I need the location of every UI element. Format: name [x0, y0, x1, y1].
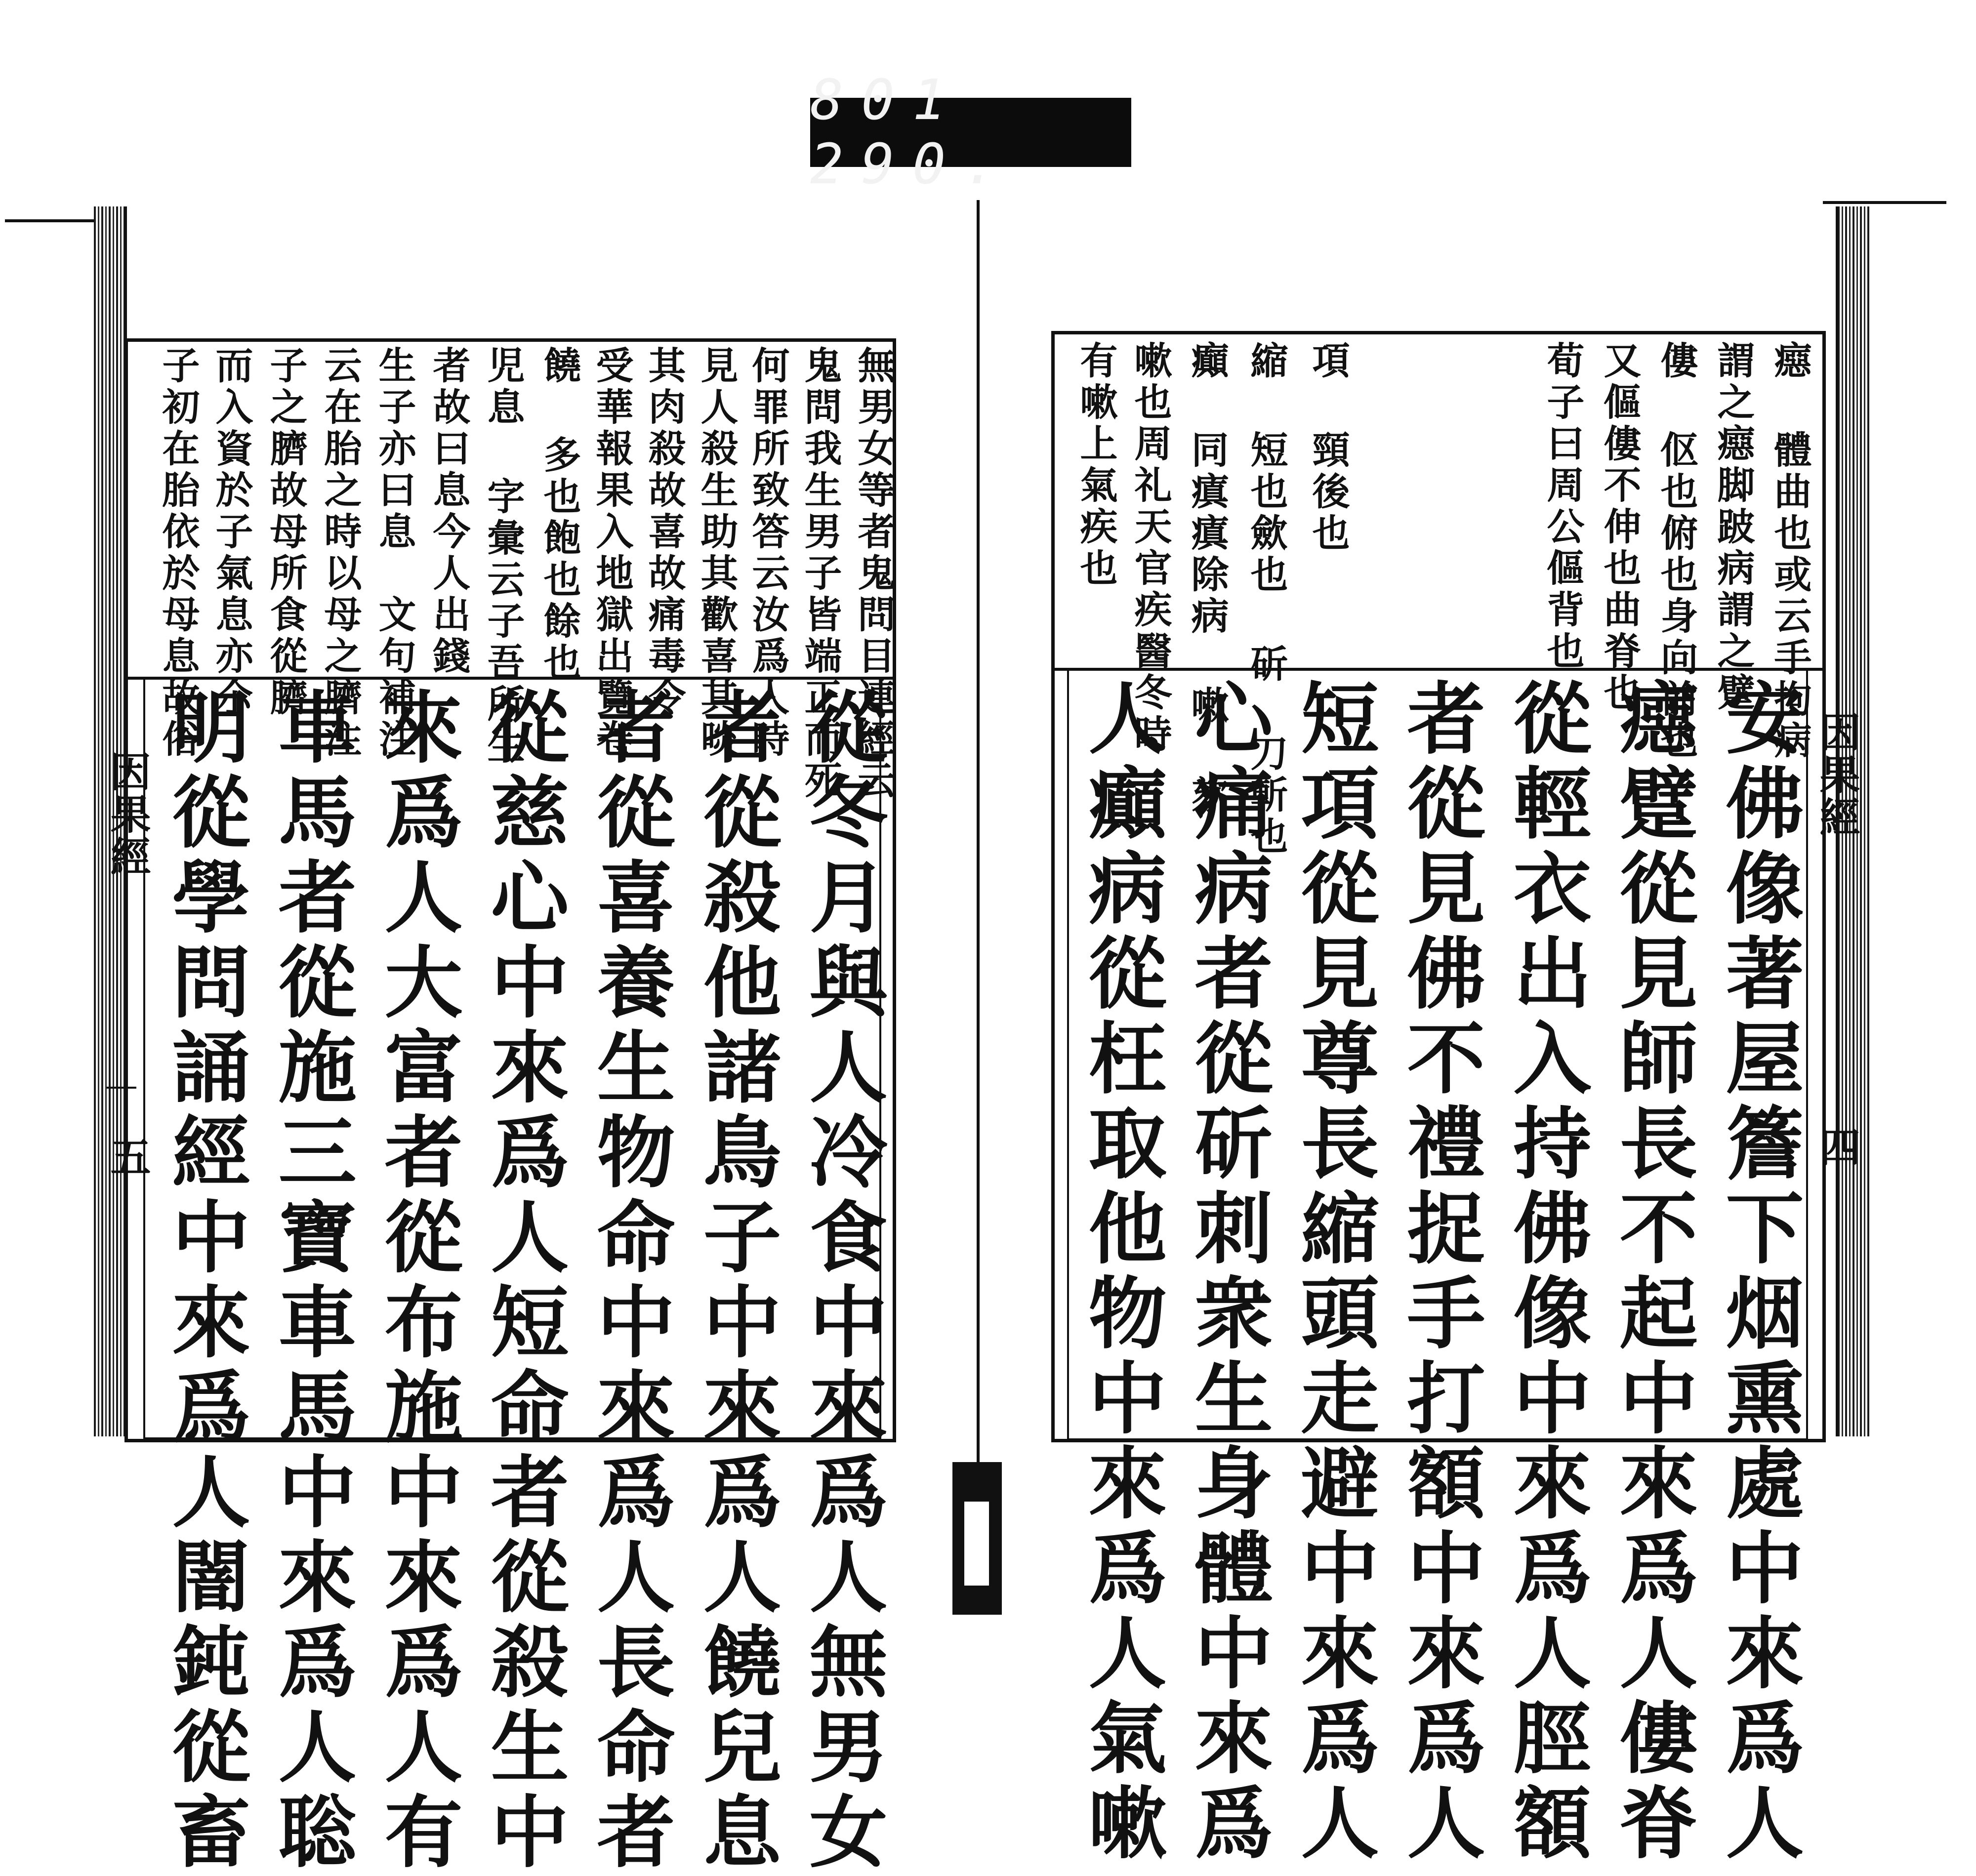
note-column: 而入資於子氣息亦尒	[209, 346, 253, 719]
right-margin-title: 因果經	[1813, 711, 1860, 839]
top-right-rule	[1823, 201, 1946, 204]
note-column: 荀子曰周公傴背也	[1541, 341, 1585, 673]
note-column: 縮 短也歛也 斫 刀斬也	[1244, 341, 1288, 858]
main-column: 從冬月與人冷食中來爲人無男女	[796, 687, 888, 1876]
left-margin-tick	[107, 1087, 136, 1089]
note-column: 鬼問我生男子皆端正而死	[798, 346, 842, 802]
note-column: 見人殺生助其歡喜其啖	[695, 346, 739, 761]
main-column: 明從學問誦經中來爲人闇鈍從畜	[159, 687, 250, 1876]
note-column: 何罪所致答云汝爲人時	[746, 346, 790, 761]
film-frame-label: 801 290.	[810, 98, 1131, 167]
main-column: 來爲人大富者從布施中來爲人有	[371, 687, 463, 1876]
main-column: 安佛像著屋簷下烟熏處中來爲人	[1713, 678, 1804, 1867]
left-page-number: 五	[104, 1136, 151, 1179]
main-column: 從慈心中來爲人短命者從殺生中	[478, 687, 569, 1876]
note-column: 其肉殺故喜故痛毒令	[642, 346, 686, 719]
main-column: 者從喜養生物命中來爲人長命者	[584, 687, 675, 1876]
main-column: 從輕衣出入持佛像中來爲人脛額	[1500, 678, 1592, 1867]
main-column: 心痛病者從斫刺衆生身體中來爲	[1182, 678, 1273, 1867]
main-column: 者從見佛不禮捉手打額中來爲人	[1394, 678, 1485, 1867]
note-column: 項 頸後也	[1306, 341, 1350, 555]
note-column: 有嗽上氣疾也	[1074, 341, 1118, 590]
note-column: 子初在胎依於母息故俗	[156, 346, 200, 761]
note-column: 児息 字彙云子吾所生	[481, 346, 525, 767]
left-margin-title: 因果經	[104, 751, 151, 878]
note-column: 謂之癋脚跛病謂之躄	[1711, 341, 1755, 714]
note-column: 僂 伛也俯也身向前也	[1654, 341, 1698, 762]
note-column: 癲 同瘨瘨除病 嗽 欬	[1185, 341, 1229, 816]
note-column: 嗽也周礼天官疾醫冬時	[1128, 341, 1172, 756]
binding-clip-window	[964, 1502, 989, 1586]
note-column: 生子亦曰息 文句補注	[372, 346, 416, 761]
main-column: 者從殺他諸鳥子中來爲人饒兒息	[690, 687, 782, 1876]
note-column: 受華報果入地獄出覽卷	[590, 346, 634, 761]
note-column: 云在胎之時以母之臍注	[318, 346, 362, 761]
main-column: 車馬者從施三寶車馬中來爲人聡	[265, 687, 357, 1876]
right-page-number: 四	[1813, 1126, 1860, 1169]
main-column: 短項從見尊長縮頭走避中來爲人	[1288, 678, 1379, 1867]
center-binding-line	[977, 200, 980, 1465]
note-column: 又傴僂不伸也曲脊也	[1598, 341, 1642, 714]
top-left-rule	[5, 219, 104, 222]
main-column: 人癲病從枉取他物中來爲人氣嗽	[1075, 678, 1167, 1867]
note-column: 者故曰息今人出錢	[427, 346, 471, 678]
note-column: 饒 多也飽也餘也	[537, 346, 581, 684]
note-column: 子之臍故母所食從臍	[264, 346, 308, 719]
note-column: 癋 體曲也或云手拘病	[1768, 341, 1812, 762]
main-column: 癋躄從見師長不起中來爲人僂脊	[1606, 678, 1698, 1867]
note-column: 無男女等者鬼問目連經云	[852, 346, 896, 802]
